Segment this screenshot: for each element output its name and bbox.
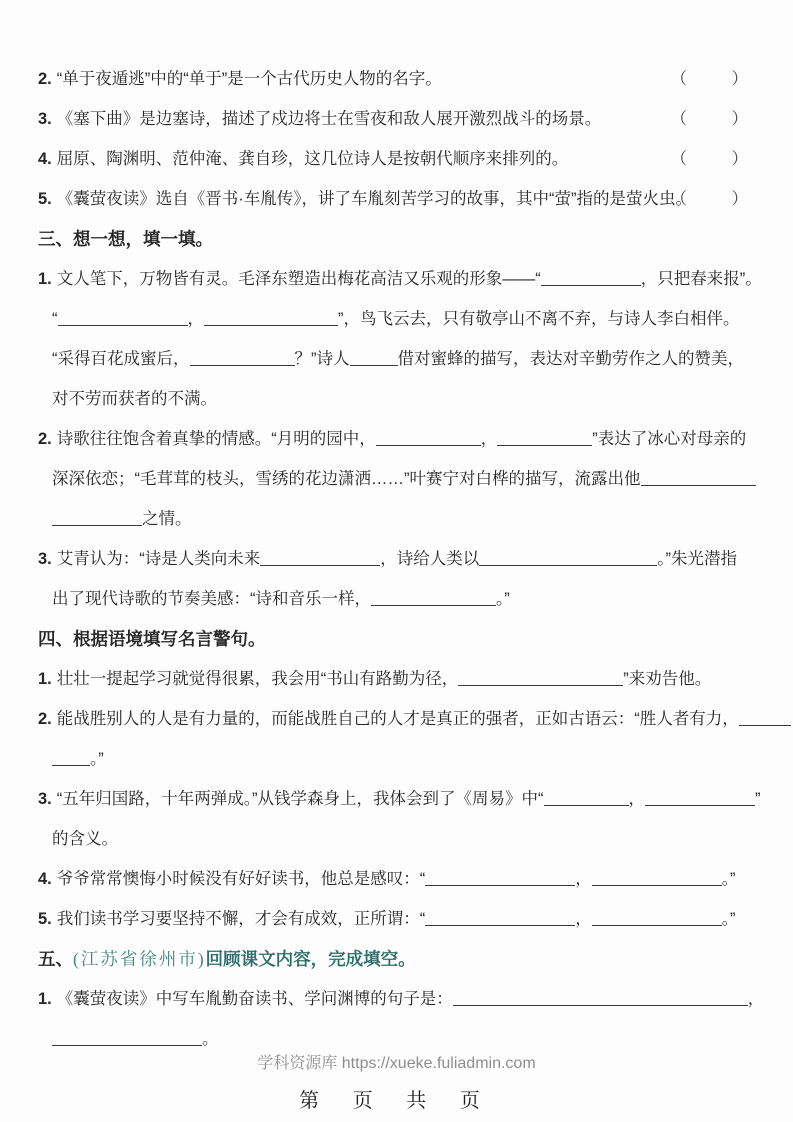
worksheet-body [38, 66, 765, 1066]
question-item [38, 546, 762, 573]
section-heading [38, 946, 762, 973]
item-number: 2. [38, 430, 52, 448]
question-item [38, 426, 762, 453]
answer-blank [425, 911, 575, 926]
line-text: ”来劝告他。 [623, 670, 712, 688]
line-text: ，诗给人类以 [380, 550, 480, 568]
line-text: ， [575, 910, 592, 928]
line-text: (江苏省徐州市) [73, 949, 206, 969]
answer-bracket: （ ） [670, 150, 762, 168]
answer-blank [541, 271, 641, 286]
line-text: 爷爷常常懊悔小时候没有好好读书，他总是感叹：“ [56, 870, 426, 888]
line-text: “ [52, 310, 58, 328]
line-text: 对不劳而获者的不满。 [52, 390, 217, 408]
line-text: 屈原、陶渊明、范仲淹、龚自珍，这几位诗人是按朝代顺序来排列的。 [56, 150, 569, 168]
question-continuation [38, 306, 762, 333]
answer-blank [739, 711, 791, 726]
item-number: 4. [38, 150, 52, 168]
answer-blank [645, 791, 755, 806]
line-text: 。” [496, 590, 510, 608]
question-item [38, 706, 762, 733]
question-item [38, 866, 762, 893]
answer-blank [204, 311, 338, 326]
question-continuation [38, 826, 762, 853]
question-continuation [38, 386, 762, 413]
line-text: 。”朱光潜指 [657, 550, 738, 568]
answer-blank [479, 551, 657, 566]
answer-blank [641, 471, 756, 486]
item-number: 3. [38, 110, 52, 128]
answer-bracket: （ ） [670, 190, 762, 208]
answer-blank [58, 311, 188, 326]
line-text: 诗歌往往饱含着真挚的情感。“月明的园中， [56, 430, 376, 448]
answer-blank [458, 671, 623, 686]
section-heading [38, 626, 762, 653]
line-text: 出了现代诗歌的节奏美感：“诗和音乐一样， [52, 590, 371, 608]
line-text: 我们读书学习要坚持不懈，才会有成效，正所谓：“ [56, 910, 426, 928]
answer-blank [376, 431, 481, 446]
item-number: 2. [38, 70, 52, 88]
question-continuation [38, 1026, 762, 1053]
item-number: 1. [38, 670, 52, 688]
question-continuation [38, 586, 762, 613]
line-text: 文人笔下，万物皆有灵。毛泽东塑造出梅花高洁又乐观的形象——“ [56, 270, 541, 288]
line-text: 五、 [38, 949, 73, 969]
question-item [38, 66, 762, 93]
section-heading [38, 226, 762, 253]
line-text: 。 [202, 1030, 219, 1048]
item-number: 3. [38, 790, 52, 808]
question-item [38, 986, 765, 1013]
answer-blank [592, 911, 722, 926]
line-text: ， [575, 870, 592, 888]
footer-page-label: 第 页 共 页 [299, 1090, 494, 1112]
question-item [38, 786, 762, 813]
footer-watermark: 学科资源库 https://xueke.fuliadmin.com [257, 1055, 536, 1072]
answer-blank [52, 751, 90, 766]
question-item [38, 906, 762, 933]
line-text: 之情。 [142, 510, 192, 528]
line-text: 《囊萤夜读》选自《晋书·车胤传》，讲了车胤刻苦学习的故事，其中“萤”指的是萤火虫。 [56, 190, 692, 208]
answer-blank [190, 351, 295, 366]
line-text: ？”诗人 [294, 350, 350, 368]
line-text: ， [187, 310, 204, 328]
item-number: 3. [38, 550, 52, 568]
answer-blank [371, 591, 496, 606]
question-continuation [38, 506, 762, 533]
line-text: “采得百花成蜜后， [52, 350, 190, 368]
line-text: 四、根据语境填写名言警句。 [38, 629, 266, 649]
line-text: ”表达了冰心对母亲的 [592, 430, 747, 448]
answer-blank [52, 511, 142, 526]
item-number: 5. [38, 190, 52, 208]
question-item [38, 106, 762, 133]
question-item [38, 666, 762, 693]
answer-blank [52, 1031, 202, 1046]
line-text: 《塞下曲》是边塞诗，描述了戍边将士在雪夜和敌人展开激烈战斗的场景。 [56, 110, 602, 128]
line-text: “单于夜遁逃”中的“单于”是一个古代历史人物的名字。 [56, 70, 442, 88]
line-text: 能战胜别人的人是有力量的，而能战胜自己的人才是真正的强者，正如古语云：“胜人者有力， [56, 710, 739, 728]
line-text: 壮壮一提起学习就觉得很累，我会用“书山有路勤为径， [56, 670, 459, 688]
item-number: 1. [38, 990, 52, 1008]
question-item [38, 146, 762, 173]
line-text: ” [755, 790, 761, 808]
line-text: 的含义。 [52, 830, 118, 848]
line-text: “五年归国路，十年两弹成。”从钱学森身上，我体会到了《周易》中“ [56, 790, 544, 808]
answer-blank [425, 871, 575, 886]
line-text: 。” [721, 910, 736, 928]
answer-blank [260, 551, 380, 566]
line-text: 三、想一想，填一填。 [38, 229, 213, 249]
answer-blank [544, 791, 629, 806]
line-text: 回顾课文内容，完成填空。 [205, 949, 416, 969]
line-text: ， [628, 790, 645, 808]
item-number: 2. [38, 710, 52, 728]
answer-bracket: （ ） [670, 110, 762, 128]
line-text: ”，鸟飞云去，只有敬亭山不离不弃，与诗人李白相伴。 [338, 310, 740, 328]
line-text: ， [747, 990, 765, 1008]
answer-blank [592, 871, 722, 886]
line-text: 《囊萤夜读》中写车胤勤奋读书、学问渊博的句子是： [56, 990, 453, 1008]
line-text: ，只把春来报”。 [640, 270, 762, 288]
answer-blank [350, 351, 398, 366]
line-text: 。” [90, 750, 104, 768]
line-text: 艾青认为：“诗是人类向未来 [56, 550, 261, 568]
question-continuation [38, 466, 762, 493]
item-number: 5. [38, 910, 52, 928]
question-continuation [38, 346, 762, 373]
item-number: 1. [38, 270, 52, 288]
answer-bracket: （ ） [670, 70, 762, 88]
answer-blank [497, 431, 592, 446]
item-number: 4. [38, 870, 52, 888]
question-continuation [38, 746, 762, 773]
line-text: 深深依恋；“毛茸茸的枝头，雪绣的花边潇洒……”叶赛宁对白桦的描写，流露出他 [52, 470, 641, 488]
question-item [38, 186, 762, 213]
question-item [38, 266, 762, 293]
line-text: 。” [721, 870, 736, 888]
answer-blank [453, 991, 748, 1006]
line-text: 借对蜜蜂的描写，表达对辛勤劳作之人的赞美， [397, 350, 744, 368]
line-text: ， [480, 430, 498, 448]
